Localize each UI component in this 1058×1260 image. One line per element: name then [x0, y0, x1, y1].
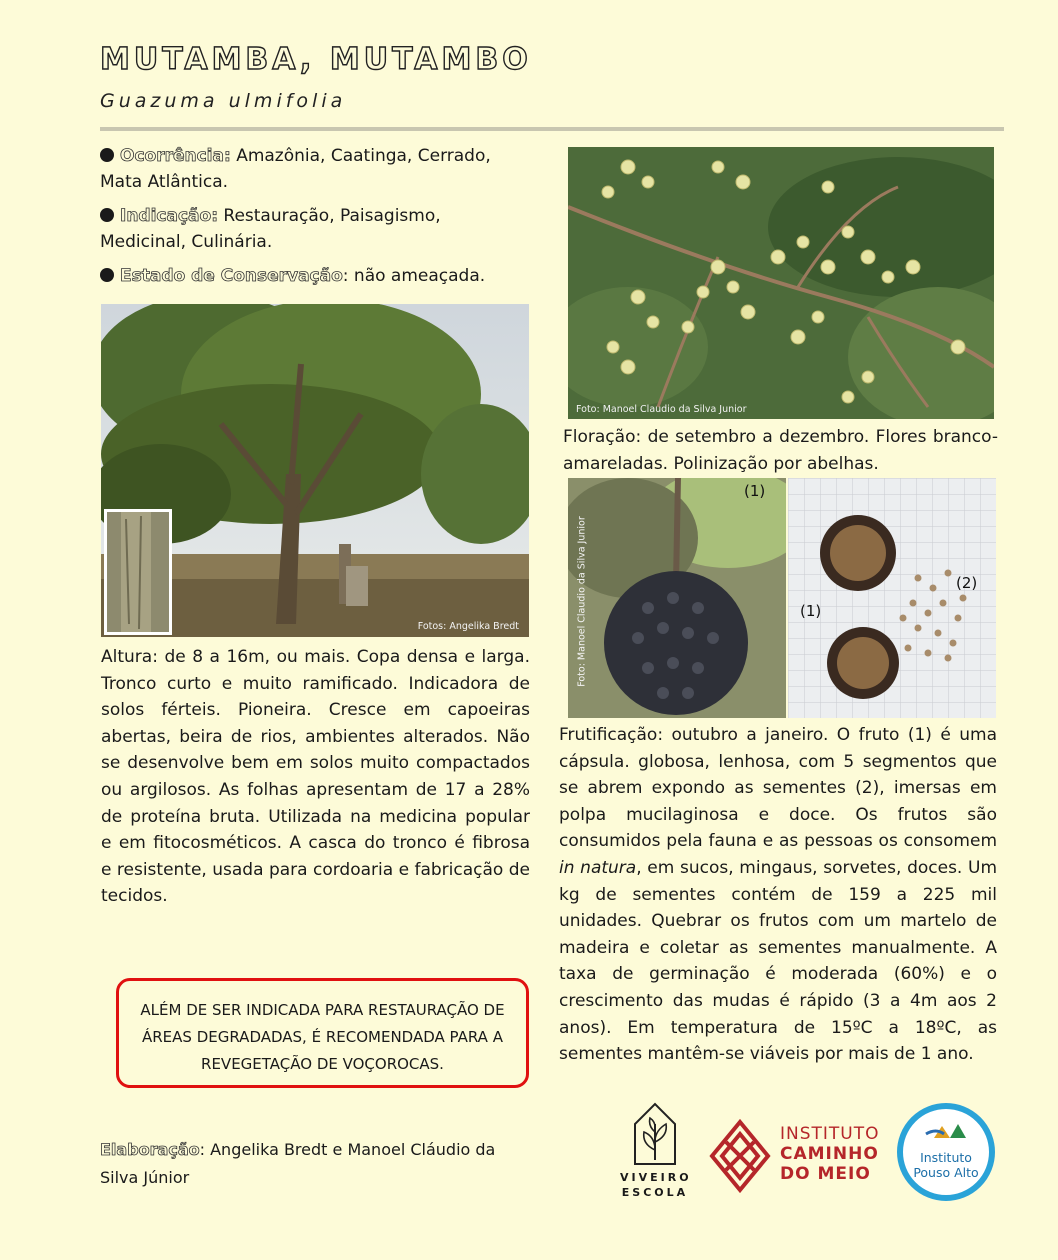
seeds-photo	[788, 478, 996, 718]
open-fruit-label: (1)	[800, 602, 822, 620]
tree-photo-credit: Fotos: Angelika Bredt	[417, 621, 519, 632]
flower-photo-credit: Foto: Manoel Claudio da Silva Junior	[576, 404, 747, 415]
info-indication	[100, 203, 530, 255]
tree-photo	[101, 304, 529, 637]
fruiting-text-part: , em sucos, mingaus, sorvetes, doces. Um kg de sementes contém de 159 a 225 mil unidades. Quebrar os frutos com um martelo de madeira e coletar as sementes manualmente. A taxa de germinação é moderada (60%) e o crescimento das mudas é rápido (3 a 4m aos 2 anos). Em temperatura de 15ºC a 18ºC, as sementes mantêm-se viáveis por mais de 1 ano.	[559, 857, 997, 1065]
bullet-icon	[100, 268, 114, 282]
viveiro-line2: ESCOLA	[621, 1186, 689, 1199]
instituto-line1: INSTITUTO	[780, 1124, 880, 1144]
viveiro-escola-logo	[620, 1102, 690, 1202]
instituto-line2: CAMINHO	[780, 1144, 879, 1164]
info-value: : não ameaçada.	[342, 266, 486, 286]
pouso-line1: Instituto	[920, 1150, 972, 1165]
pouso-line2: Pouso Alto	[913, 1165, 979, 1180]
fruit-label: (1)	[744, 482, 766, 500]
plant-house-icon	[630, 1102, 680, 1166]
viveiro-line1: VIVEIRO	[620, 1171, 692, 1184]
info-conservation	[100, 263, 530, 289]
bullet-icon	[100, 148, 114, 162]
flower-photo	[568, 147, 994, 419]
bullet-icon	[100, 208, 114, 222]
instituto-line3: DO MEIO	[780, 1164, 871, 1184]
credits-key: Elaboração	[100, 1140, 200, 1159]
fruit-photo	[568, 478, 786, 718]
highlight-box	[116, 978, 529, 1088]
fruiting-text	[559, 722, 997, 1068]
fruiting-italic: in natura	[559, 857, 637, 878]
fruiting-text-part: Frutificação: outubro a janeiro. O fruto (1) é uma cápsula. globosa, lenhosa, com 5 segmentos que se abrem expondo as sementes (2), imersas em polpa mucilaginosa e doce. Os frutos são consumidos pela fauna e as pessoas os consomem	[559, 725, 997, 852]
instituto-pouso-alto-logo	[896, 1102, 996, 1202]
info-occurrence	[100, 143, 530, 195]
scientific-name: Guazuma ulmifolia	[100, 90, 347, 112]
knot-icon	[708, 1118, 772, 1194]
seeds-label: (2)	[956, 574, 978, 592]
flowering-text: Floração: de setembro a dezembro. Flores branco-amareladas. Polinização por abelhas.	[563, 427, 998, 474]
info-value: Restauração, Paisagismo, Medicinal, Culinária.	[100, 206, 441, 252]
fruit-photo-credit: Foto: Manoel Claudio da Silva Junior	[576, 516, 588, 687]
page-title: MUTAMBA, MUTAMBO	[100, 42, 532, 77]
info-value: Amazônia, Caatinga, Cerrado, Mata Atlântica.	[100, 146, 491, 192]
credits	[100, 1136, 520, 1192]
instituto-caminho-do-meio-logo	[708, 1118, 888, 1198]
header-divider	[100, 127, 1004, 131]
info-key: Ocorrência:	[120, 146, 231, 166]
highlight-text: ALÉM DE SER INDICADA PARA RESTAURAÇÃO DE ÁREAS DEGRADADAS, É RECOMENDADA PARA A REVEGETAÇÃO DE VOÇOROCAS.	[140, 1001, 505, 1073]
info-key: Estado de Conservação	[120, 266, 343, 286]
info-key: Indicação:	[120, 206, 218, 226]
description-text: Altura: de 8 a 16m, ou mais. Copa densa e larga. Tronco curto e muito ramificado. Indicadora de solos férteis. Pioneira. Cresce em capoeiras abertas, beira de rios, ambientes alterados. Não se desenvolve bem em solos muito compactados ou argilosos. As folhas apresentam de 17 a 28% de proteína bruta. Utilizada na medicina popular e em fitocosméticos. A casca do tronco é fibrosa e resistente, usada para cordoaria e fabricação de tecidos.	[101, 647, 530, 907]
credits-value: : Angelika Bredt e Manoel Cláudio da Silva Júnior	[100, 1140, 496, 1187]
